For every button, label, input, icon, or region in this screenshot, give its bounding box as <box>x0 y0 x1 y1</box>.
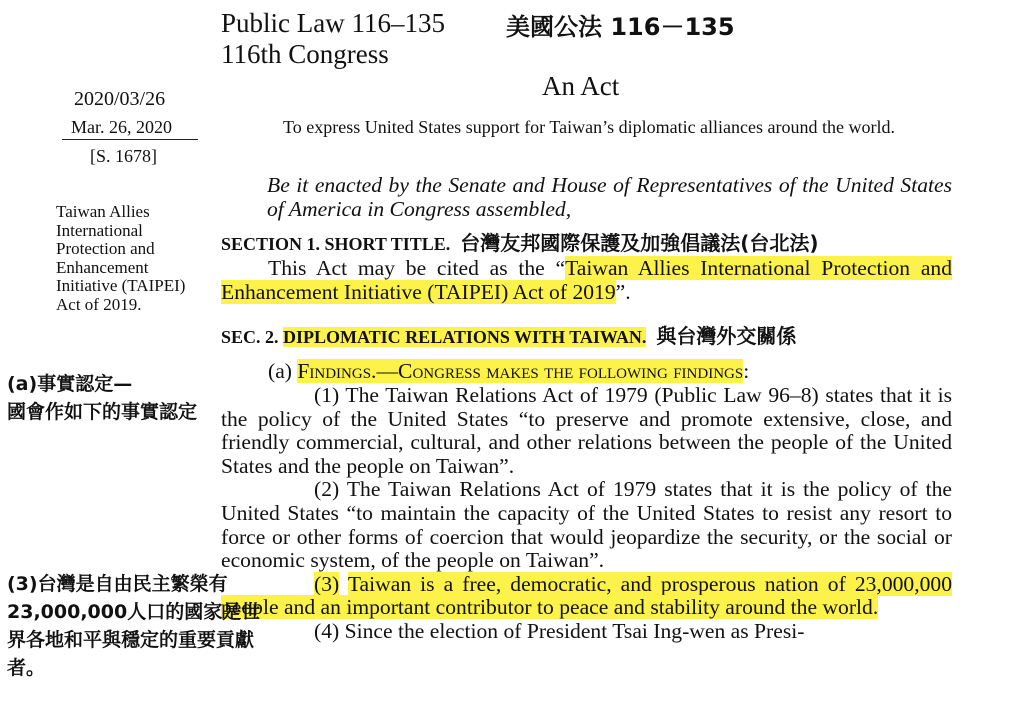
findings-highlight: Findings.—Congress makes the following findings <box>297 359 744 384</box>
chinese-note-a-line-1: (a)事實認定— <box>7 373 133 395</box>
section-2-title: DIPLOMATIC RELATIONS WITH TAIWAN. <box>283 327 647 348</box>
chinese-note-a <box>7 370 267 426</box>
findings-suffix: : <box>743 359 750 384</box>
law-title: Public Law 116–135 <box>221 8 445 38</box>
section-1-heading <box>221 230 952 257</box>
act-body <box>221 174 952 644</box>
section-2-label: SEC. 2. <box>221 327 279 348</box>
findings-label: (a) <box>268 359 292 384</box>
act-purpose: To express United States support for Taiwan’s diplomatic alliances around the world. <box>282 117 895 137</box>
finding-3-label: (3) <box>314 571 340 596</box>
findings-intro <box>221 360 952 384</box>
congress-label: 116th Congress <box>221 39 389 69</box>
section-1-prefix: This Act may be cited as the “ <box>268 256 566 281</box>
enactment-date: Mar. 26, 2020 <box>71 117 172 137</box>
bill-number: [S. 1678] <box>90 146 157 166</box>
finding-1: (1) The Taiwan Relations Act of 1979 (Public Law 96–8) states that it is the policy of the United States “to preserve and promote extensive, close, and friendly commercial, cultural, and other relations between the people of the United States and the people on Taiwan”. <box>221 382 952 478</box>
section-1-suffix: ”. <box>615 279 631 304</box>
section-2-chinese: 與台灣外交關係 <box>656 324 797 349</box>
finding-3 <box>221 573 952 620</box>
section-1-title: SECTION 1. SHORT TITLE. <box>221 234 451 255</box>
enacting-clause: Be it enacted by the Senate and House of Representatives of the United States of America in Congress assembled, <box>267 173 952 221</box>
section-1-text <box>221 257 952 304</box>
finding-2: (2) The Taiwan Relations Act of 1979 states that it is the policy of the United States “to maintain the capacity of the United States to resist any resort to force or other forms of coercion that would jeopardize the security, or the social or economic system, of the people on Taiwan”. <box>221 477 952 573</box>
chinese-law-title: 美國公法 116－135 <box>506 13 735 41</box>
act-heading: An Act <box>542 71 620 101</box>
finding-3-highlight: Taiwan is a free, democratic, and prosperous nation of 23,000,000 people and an important contributor to peace and stability around the world. <box>221 571 952 620</box>
date-numeric: 2020/03/26 <box>74 88 166 110</box>
chinese-note-a-line-2: 國會作如下的事實認定 <box>7 401 198 423</box>
date-divider <box>62 139 198 140</box>
chinese-note-3: (3)台灣是自由民主繁榮有23,000,000人口的國家是世界各地和平與穩定的重要貢獻者。 <box>7 573 261 679</box>
short-title-highlight: Taiwan Allies International Protection and Enhancement Initiative (TAIPEI) Act of 2019 <box>221 256 952 304</box>
section-2-heading <box>221 323 952 350</box>
section-1-chinese: 台灣友邦國際保護及加強倡議法(台北法) <box>460 231 819 256</box>
short-title-margin-note: Taiwan Allies International Protection and Enhancement Initiative (TAIPEI) Act of 2019. <box>56 202 186 314</box>
finding-4-partial: (4) Since the election of President Tsai Ing-wen as Presi- <box>314 618 805 643</box>
